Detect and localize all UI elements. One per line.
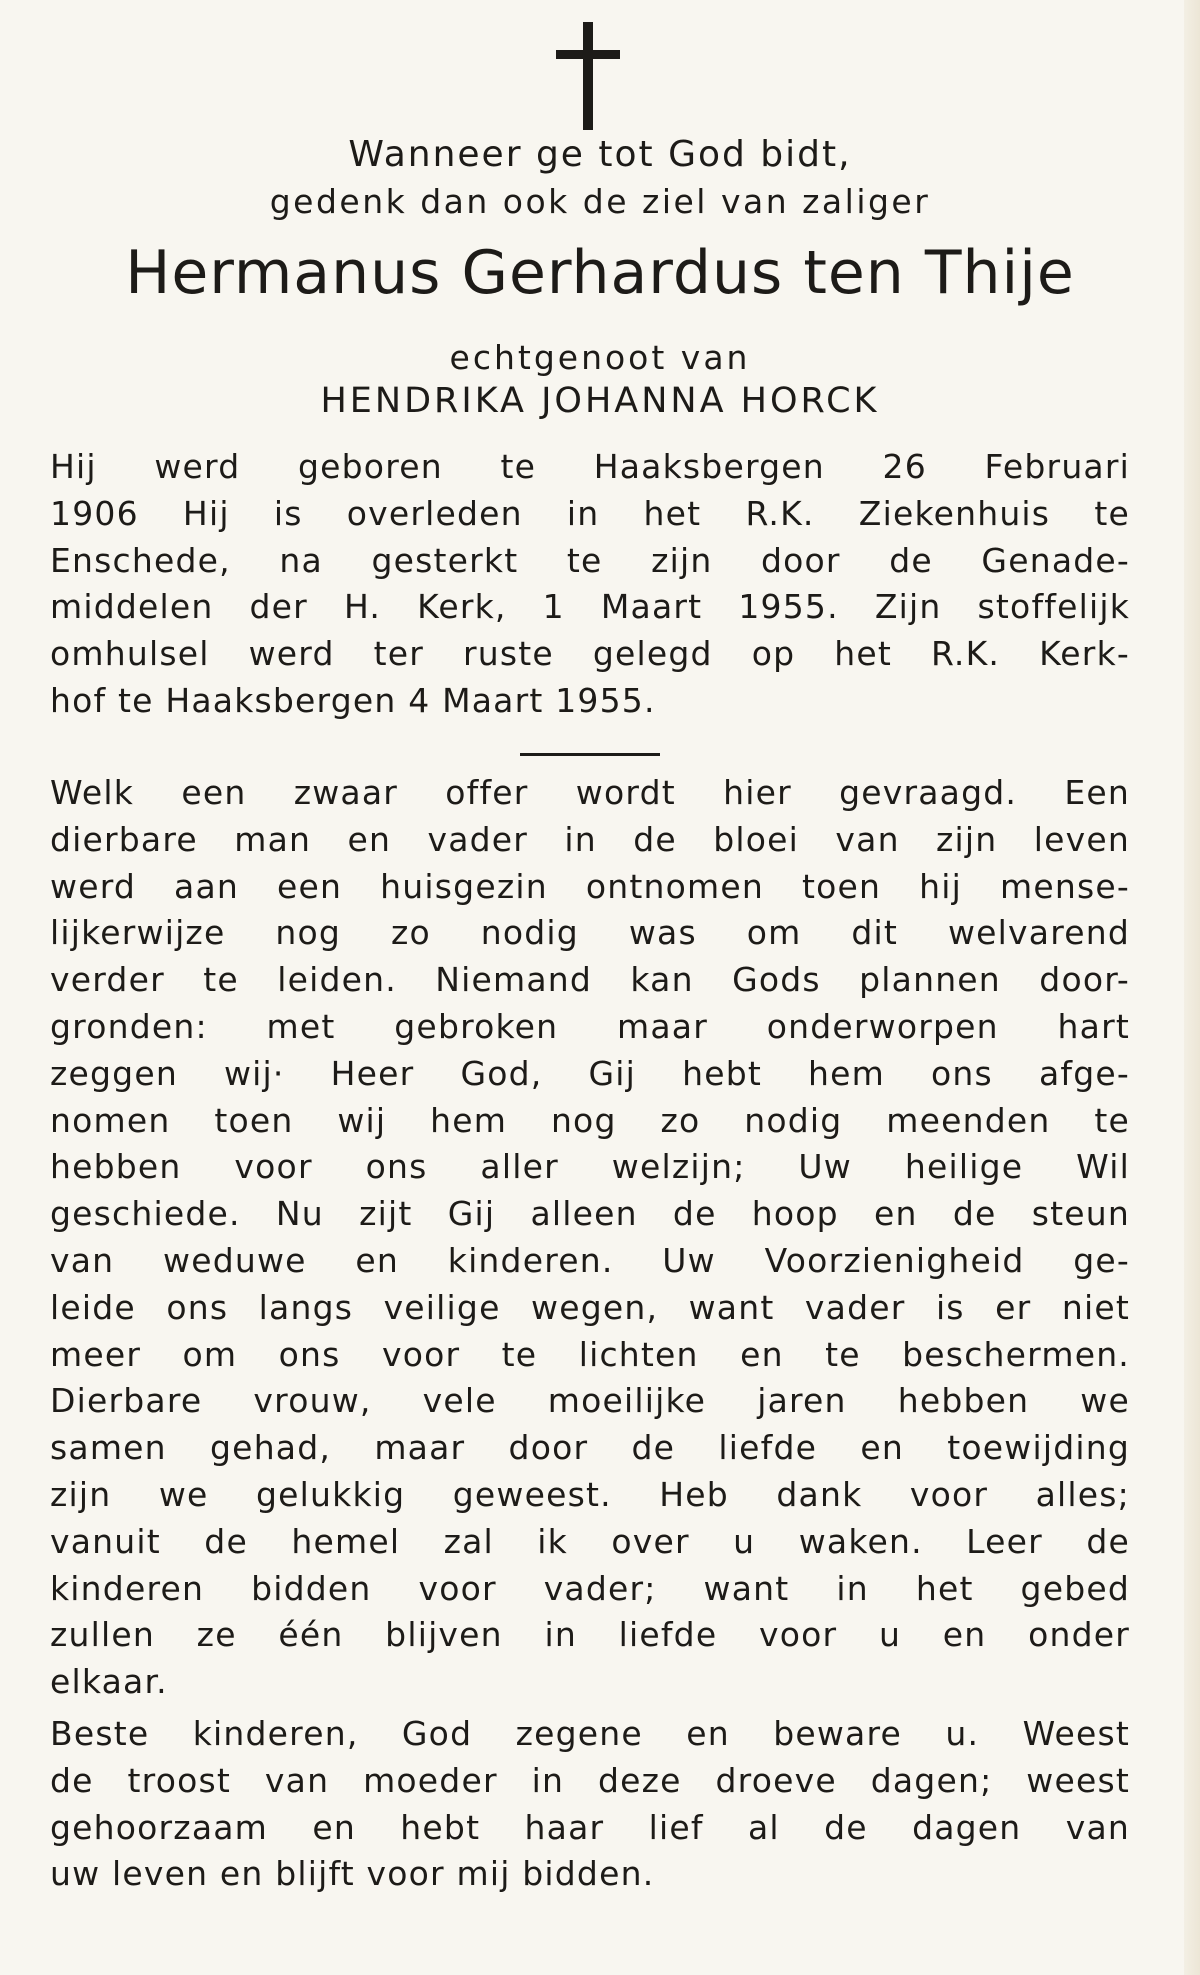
- text-line: 1906 Hij is overleden in het R.K. Ziekenhuis te: [50, 493, 1130, 533]
- text-line: lijkerwijze nog zo nodig was om dit welvarend: [50, 913, 1130, 953]
- text-line: Welk een zwaar offer wordt hier gevraagd. Een: [50, 773, 1130, 812]
- biography-paragraph: [50, 444, 1130, 725]
- text-line: gehoorzaam en hebt haar lief al de dagen van: [50, 1807, 1130, 1847]
- text-line: van weduwe en kinderen. Uw Voorzienigheid ge-: [50, 1240, 1130, 1280]
- intro-line-1: Wanneer ge tot God bidt,: [348, 134, 852, 175]
- text-line: Hij werd geboren te Haaksbergen 26 Februari: [50, 447, 1130, 486]
- text-line: zeggen wij· Heer God, Gij hebt hem ons afge-: [50, 1053, 1130, 1093]
- text-line: middelen der H. Kerk, 1 Maart 1955. Zijn stoffelijk: [50, 587, 1130, 627]
- divider: [520, 753, 660, 756]
- text-line: gronden: met gebroken maar onderworpen hart: [50, 1006, 1130, 1046]
- text-line: leide ons langs veilige wegen, want vader is er niet: [50, 1287, 1130, 1327]
- text-line: uw leven en blijft voor mij bidden.: [50, 1854, 655, 1894]
- text-line: verder te leiden. Niemand kan Gods plannen door-: [50, 960, 1130, 1000]
- text-line: samen gehad, maar door de liefde en toewijding: [50, 1428, 1130, 1468]
- text-line: dierbare man en vader in de bloei van zijn leven: [50, 819, 1130, 859]
- text-line: hebben voor ons aller welzijn; Uw heilige Wil: [50, 1147, 1130, 1187]
- intro-line-2: gedenk dan ook de ziel van zaliger: [269, 182, 931, 221]
- text-line: vanuit de hemel zal ik over u waken. Leer de: [50, 1521, 1130, 1561]
- text-line: zijn we gelukkig geweest. Heb dank voor alles;: [50, 1474, 1130, 1514]
- card-edge: [1184, 0, 1200, 1975]
- text-line: omhulsel werd ter ruste gelegd op het R.K. Kerk-: [50, 634, 1130, 674]
- text-line: zullen ze één blijven in liefde voor u en onder: [50, 1615, 1130, 1655]
- text-line: nomen toen wij hem nog zo nodig meenden te: [50, 1100, 1130, 1140]
- farewell-paragraph: [50, 770, 1130, 1706]
- text-line: meer om ons voor te lichten en te beschermen.: [50, 1334, 1130, 1374]
- text-line: Beste kinderen, God zegene en beware u. Weest: [50, 1714, 1130, 1753]
- text-line: hof te Haaksbergen 4 Maart 1955.: [50, 680, 656, 720]
- spouse-label: echtgenoot van: [449, 338, 751, 377]
- children-paragraph: [50, 1711, 1130, 1898]
- text-line: Dierbare vrouw, vele moeilijke jaren hebben we: [50, 1381, 1130, 1421]
- text-line: Enschede, na gesterkt te zijn door de Genade-: [50, 540, 1130, 580]
- text-line: werd aan een huisgezin ontnomen toen hij mense-: [50, 866, 1130, 906]
- text-line: geschiede. Nu zijt Gij alleen de hoop en de steun: [50, 1194, 1130, 1234]
- text-line: de troost van moeder in deze droeve dagen; weest: [50, 1760, 1130, 1800]
- spouse-name: HENDRIKA JOHANNA HORCK: [320, 381, 880, 421]
- text-line: elkaar.: [50, 1662, 168, 1702]
- text-line: kinderen bidden voor vader; want in het gebed: [50, 1568, 1130, 1608]
- deceased-name: Hermanus Gerhardus ten Thije: [125, 238, 1075, 308]
- cross-icon: [556, 22, 620, 130]
